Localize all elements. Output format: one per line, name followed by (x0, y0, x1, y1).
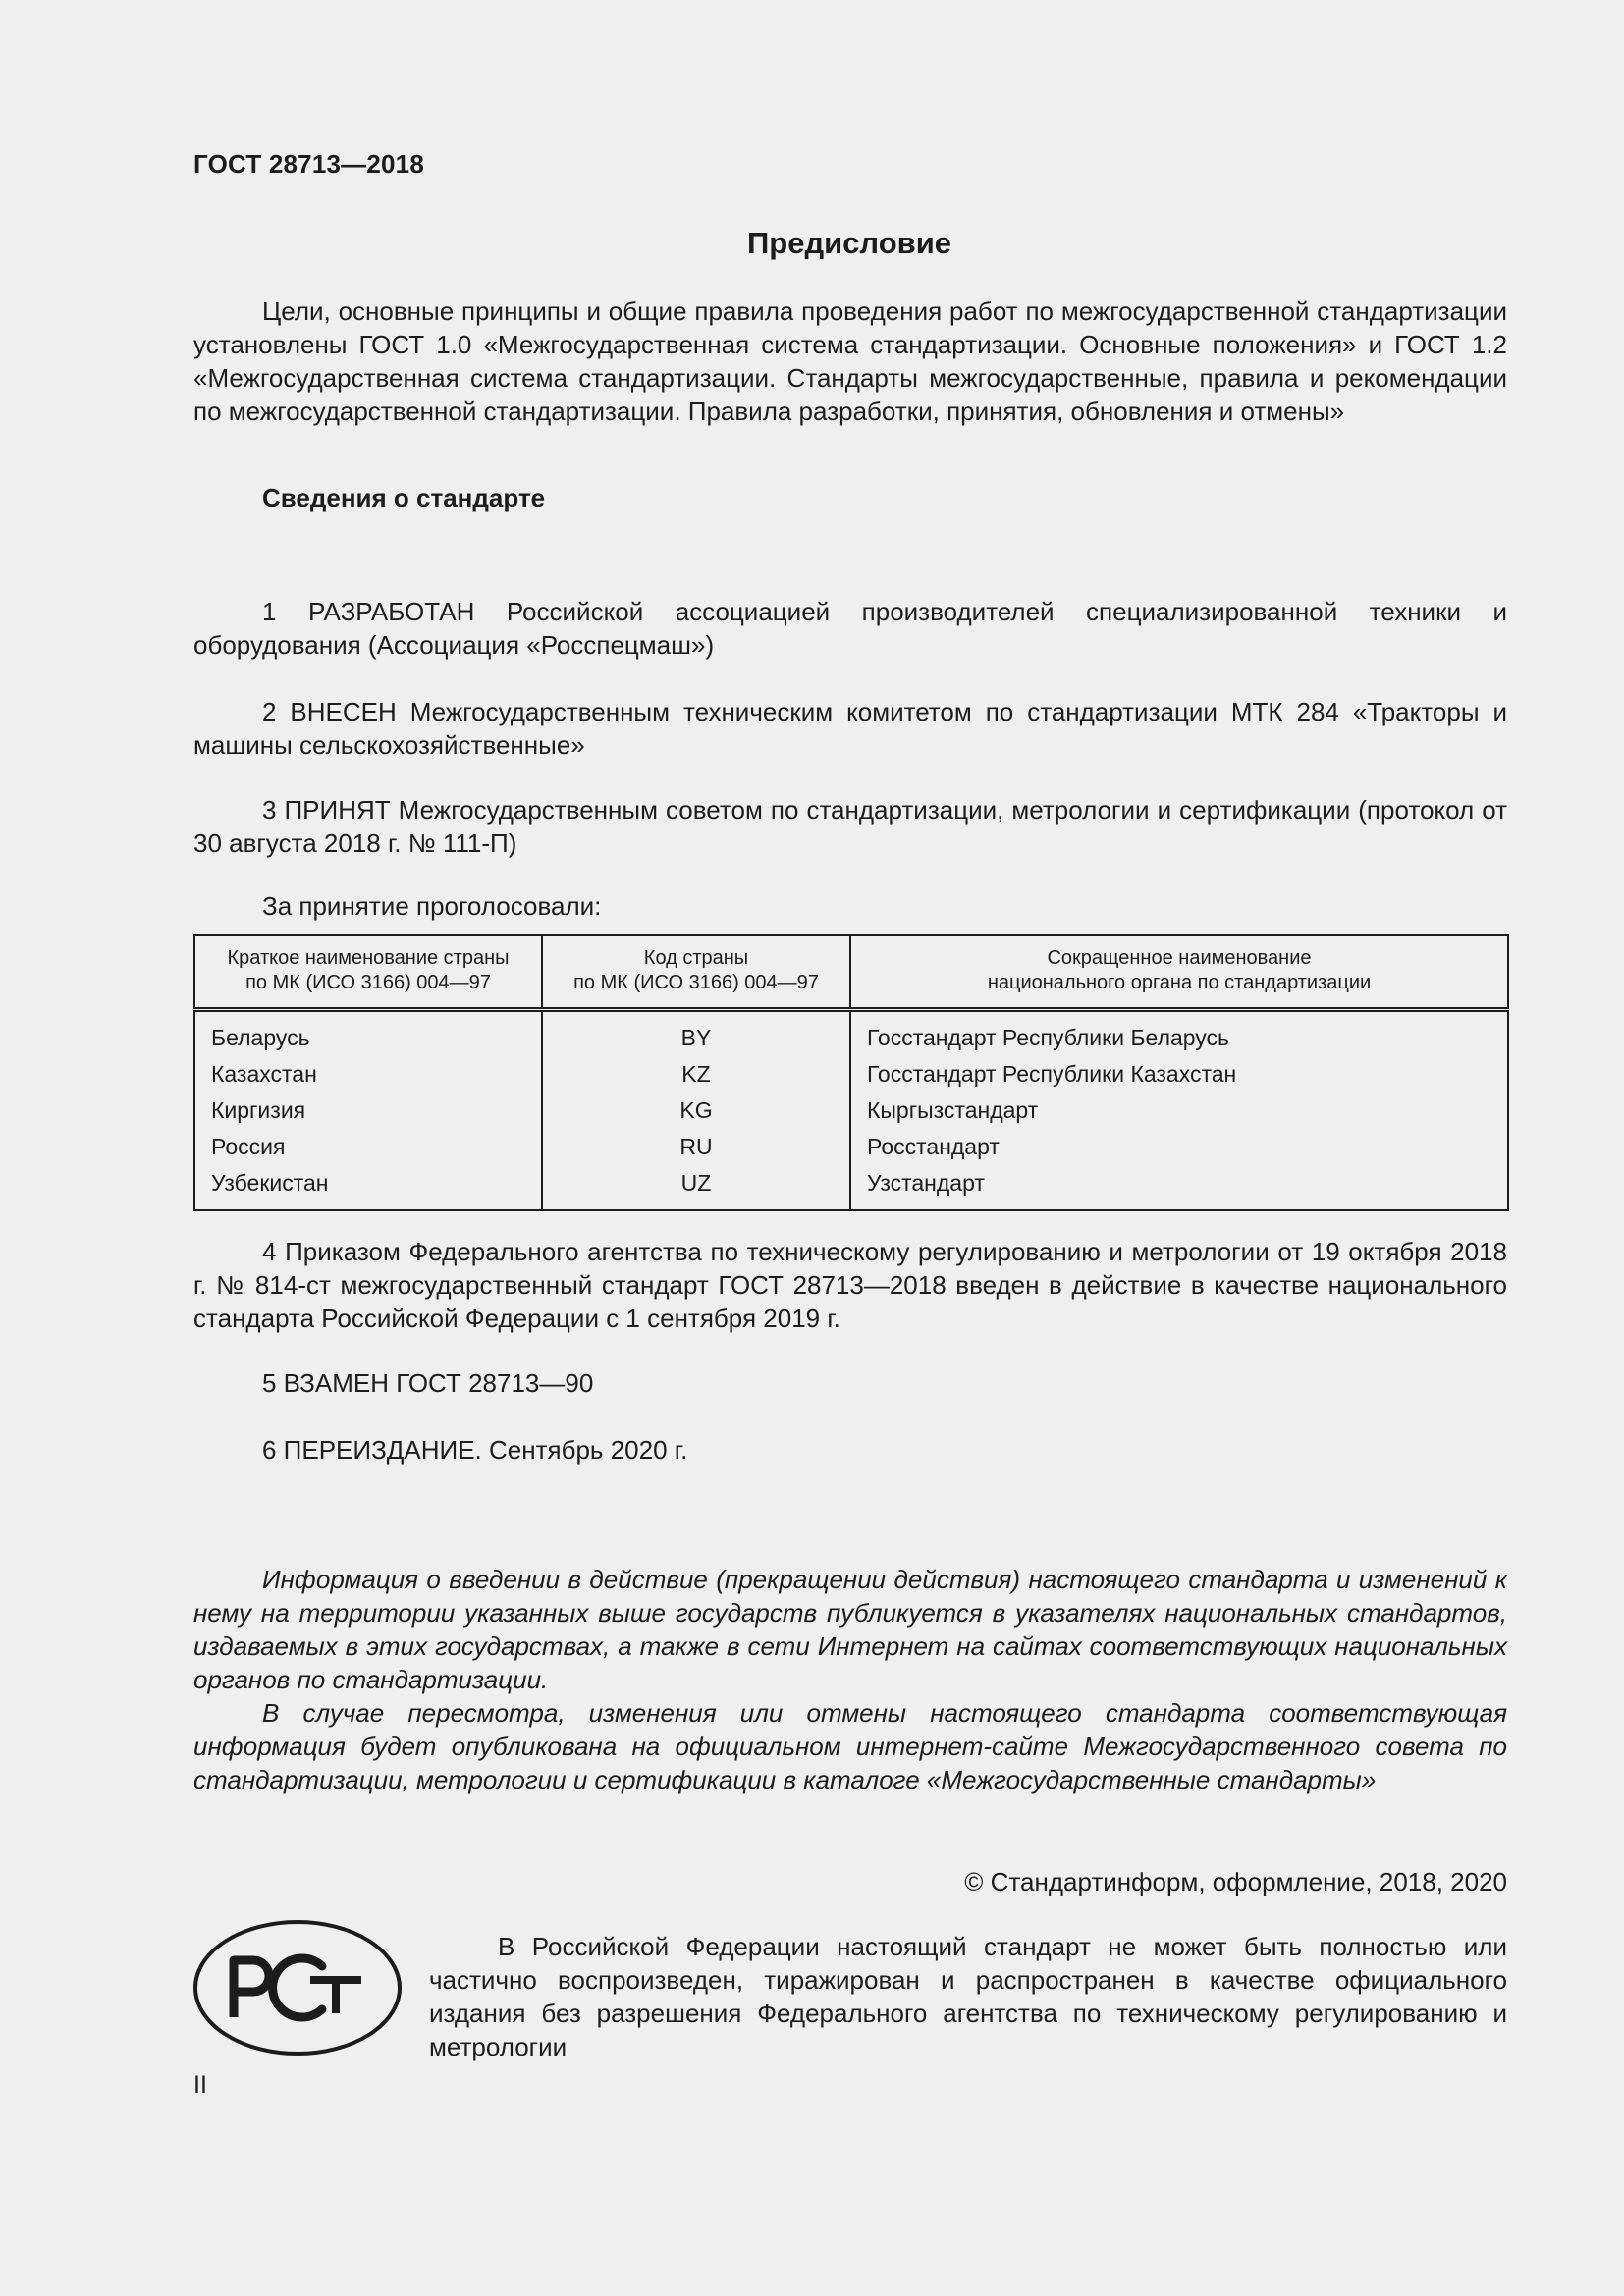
notice-block (193, 1563, 1507, 1796)
cell-body: Кыргызстандарт (867, 1097, 1039, 1123)
intro-block (193, 294, 1507, 428)
item-1-block (193, 595, 1507, 662)
cell-code: KZ (542, 1056, 850, 1093)
page-number: II (193, 2071, 207, 2099)
cell-body: Госстандарт Республики Казахстан (867, 1061, 1237, 1087)
document-code: ГОСТ 28713—2018 (193, 149, 424, 179)
notice-paragraph-1: Информация о введении в действие (прекращении действия) настоящего стандарта и изменений к нему на территории указанных выше государств публикуется в указателях национальных стандартов, издаваемых в этих государствах, а также в сети Интернет на сайтах соответствующих национальных органов по стандартизации. (193, 1565, 1507, 1694)
cell-country: Россия (194, 1129, 542, 1165)
copyright: © Стандартинформ, оформление, 2018, 2020 (964, 1867, 1507, 1896)
notice-paragraph-2: В случае пересмотра, изменения или отмены настоящего стандарта соответствующая информация будет опубликована на официальном интернет-сайте Межгосударственного совета по стандартизации, метрологии и сертификации в каталоге «Межгосударственные стандарты» (193, 1698, 1507, 1794)
item-4-block (193, 1235, 1507, 1335)
item-1: 1 РАЗРАБОТАН Российской ассоциацией производителей специализированной техники и оборудования (Ассоциация «Росспецмаш») (193, 597, 1507, 660)
table-header-row (194, 935, 1508, 1010)
header-country: Краткое наименование страны по МК (ИСО 3166) 004—97 (194, 935, 542, 1010)
cell-country: Казахстан (194, 1056, 542, 1093)
section-heading: Предисловие (746, 226, 951, 260)
item-2-block (193, 695, 1507, 762)
item-2: 2 ВНЕСЕН Межгосударственным техническим комитетом по стандартизации МТК 284 «Тракторы и машины сельскохозяйственные» (193, 697, 1507, 760)
item-6-block (193, 1433, 1507, 1467)
item-6: 6 ПЕРЕИЗДАНИЕ. Сентябрь 2020 г. (262, 1435, 688, 1465)
cell-body: Госстандарт Республики Беларусь (867, 1025, 1230, 1050)
item-3-block (193, 793, 1507, 860)
item-3: 3 ПРИНЯТ Межгосударственным советом по стандартизации, метрологии и сертификации (протокол от 30 августа 2018 г. № 111-П) (193, 795, 1507, 858)
header-code: Код страны по МК (ИСО 3166) 004—97 (542, 935, 850, 1010)
table-row (194, 1093, 1508, 1129)
votes-table (193, 934, 1509, 1211)
cell-body: Росстандарт (867, 1134, 1000, 1159)
cell-code: UZ (542, 1165, 850, 1210)
item-5-block (193, 1366, 1507, 1400)
cell-code: RU (542, 1129, 850, 1165)
cell-code: BY (542, 1010, 850, 1057)
cell-country: Беларусь (194, 1010, 542, 1057)
vote-label: За принятие проголосовали: (262, 891, 602, 921)
cell-country: Узбекистан (194, 1165, 542, 1210)
cell-country: Киргизия (194, 1093, 542, 1129)
table-row (194, 1056, 1508, 1093)
item-4: 4 Приказом Федерального агентства по техническому регулированию и метрологии от 19 октября 2018 г. № 814-ст межгосударственный стандарт ГОСТ 28713—2018 введен в действие в качестве национального стандарта Российской Федерации с 1 сентября 2019 г. (193, 1237, 1507, 1333)
cell-body: Узстандарт (867, 1170, 985, 1196)
rights-paragraph: В Российской Федерации настоящий стандарт не может быть полностью или частично воспроизведен, тиражирован и распространен в качестве официального издания без разрешения Федерального агентства по техническому регулированию и метрологии (429, 1932, 1507, 2061)
table-row (194, 1129, 1508, 1165)
info-title: Сведения о стандарте (262, 483, 546, 512)
header-body: Сокращенное наименование национального органа по стандартизации (850, 935, 1508, 1010)
item-5: 5 ВЗАМЕН ГОСТ 28713—90 (262, 1368, 594, 1398)
table-row (194, 1010, 1508, 1057)
gost-r-certification-mark-icon (192, 1919, 403, 2056)
intro-paragraph: Цели, основные принципы и общие правила проведения работ по межгосударственной стандартизации установлены ГОСТ 1.0 «Межгосударственная система стандартизации. Основные положения» и ГОСТ 1.2 «Межгосударственная система стандартизации. Стандарты межгосударственные, правила и рекомендации по межгосударственной стандартизации. Правила разработки, принятия, обновления и отмены» (193, 296, 1507, 426)
rights-notice (429, 1930, 1507, 2063)
cell-code: KG (542, 1093, 850, 1129)
table-row (194, 1165, 1508, 1210)
